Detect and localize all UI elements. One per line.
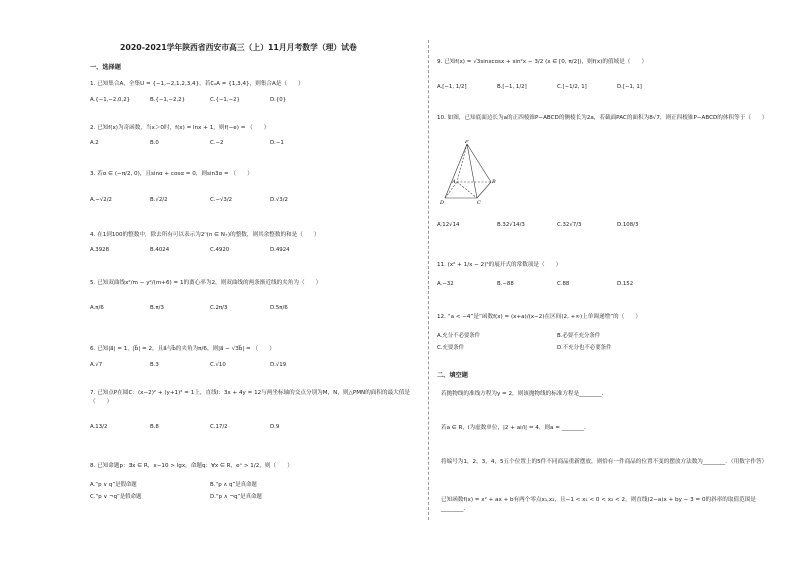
q7-option-d: D.9 [270,424,280,430]
q6-option-c: C.√10 [210,362,226,368]
q10-option-a: A.12√14 [437,222,460,228]
section-heading-choice: 一、选择题 [90,64,121,71]
question-12: 12. “a < −4”是“函数f(x) = (x+a)/(x−2)在区间(2, +∞)上单调递增”的（ ） [437,314,641,320]
question-10: 10. 如图，已知底面边长为a的正四棱锥P−ABCD的侧棱长为2a，若截面PAC的面积为8√7，则正四棱锥P−ABCD的体积等于（ ） [437,115,768,121]
fill-question-16: 已知函数f(x) = x² + ax + b有两个零点x₁,x₂，且−1 < x₁ < 0 < x₂ < 2，则直线(2−a)x + by − 3 = 0的斜率的取值范围是________． [441,497,756,512]
diagonal-ac [457,182,477,198]
q11-option-a: A.−32 [437,281,454,287]
q8-option-a: A.“p ∨ q”是假命题 [90,482,137,488]
question-11: 11. (x² + 1/x − 2)⁵的展开式的常数项是（ ） [437,262,562,268]
question-5: 5. 已知双曲线x²/m − y²/(m+6) = 1的离心率为2，则双曲线的两条渐近线的夹角为（ ） [90,280,322,286]
q1-option-c: C.{−1,−2} [210,97,240,103]
q6-option-a: A.√7 [90,362,103,368]
fill-question-14: 若a ∈ R，i为虚数单位，|2 + ai/i| = 4，则a = ________． [441,425,590,431]
q4-option-d: D.4924 [270,247,290,253]
q11-option-d: D.152 [617,281,634,287]
edge-pd [445,144,467,198]
question-9: 9. 已知f(x) = √3sinxcosx + sin²x − 3/2 (x ∈ [0, π/2])，则f(x)的值域是（ ） [437,59,648,65]
vertex-label-d: D [440,200,445,206]
q3-option-c: C.−√3/2 [210,197,233,203]
q4-option-a: A.3928 [90,247,110,253]
q11-option-b: B.−88 [497,281,514,287]
q1-option-d: D.{0} [270,97,287,103]
q3-option-b: B.√2/2 [150,197,168,203]
q12-option-b: B.必要不充分条件 [557,333,601,339]
question-7: 7. 已知点P在圆C：(x−2)² + (y+1)² = 1上，直线l：3x + 4y = 12与两坐标轴的交点分别为M，N，则△PMN的面积的最大值是（ ） [90,390,410,405]
question-6: 6. 已知|a⃗| = 1，|b⃗| = 2，且a⃗与b⃗的夹角为π/6，则|a⃗ − √3b⃗| = （ ） [90,346,275,352]
q3-option-d: D.√3/2 [270,197,288,203]
vertex-label-a: A [452,179,456,185]
question-1: 1. 已知集合A，全集U = {−1,−2,1,2,3,4}，若∁ᵤA = {1,3,4}，则集合A是（ ） [90,81,304,87]
question-8: 8. 已知命题p：∃x ∈ R，x−10 > lgx，命题q：∀x ∈ R，eˣ > 1/2，则（ ） [90,463,293,469]
q11-option-c: C.88 [557,281,570,287]
q5-option-a: A.π/6 [90,305,104,311]
q9-option-d: D.[−1, 1] [617,84,642,90]
column-divider [428,40,429,520]
vertex-label-c: C [477,200,481,206]
question-2: 2. 已知f(x)为奇函数，当x＞0时，f(x) = lnx + 1，则f(−e) = （ ） [90,125,270,131]
q5-option-c: C.2π/3 [210,305,228,311]
q4-option-c: C.4920 [210,247,230,253]
edge-cb [477,182,491,198]
q9-option-c: C.[−1/2, 1] [557,84,587,90]
q9-option-a: A.[−1, 1/2] [437,84,467,90]
q6-option-d: D.√19 [270,362,287,368]
q2-option-c: C.−2 [210,140,224,146]
q7-option-c: C.17/2 [210,424,228,430]
q12-option-c: C.充要条件 [437,345,465,351]
q8-option-c: C.“p ∨ ¬q”是假命题 [90,494,142,500]
fill-question-13: 若抛物线的准线方程为y = 2，则该抛物线的标准方程是________． [441,391,608,397]
q1-option-a: A.{−1,−2,0,2} [90,97,131,103]
q1-option-b: B.{−1,−2,2} [150,97,186,103]
q8-option-d: D.“p ∧ ¬q”是真命题 [210,494,262,500]
q8-option-b: B.“p ∧ q”是真命题 [210,482,257,488]
q5-option-b: B.π/3 [150,305,164,311]
q10-option-b: B.32√14/3 [497,222,525,228]
q9-option-b: B.[−1, 1/2] [497,84,527,90]
edge-pa [457,144,467,182]
vertex-label-p: P [465,140,469,145]
q2-option-a: A.2 [90,140,99,146]
fill-question-15: 将编号为1，2，3，4，5五个位置上的5件不同商品重新摆放，则恰有一件商品的位置不变的摆放方法数为________．（用数字作答） [441,459,768,465]
pyramid-figure [437,140,497,206]
q10-option-c: C.32√7/3 [557,222,582,228]
q5-option-d: D.5π/6 [270,305,288,311]
q2-option-d: D.−1 [270,140,284,146]
q10-option-d: D.108/3 [617,222,639,228]
question-3: 3. 若α ∈ (−π/2, 0)，且sinα + cosα = 0，则sin3α = （ ） [90,171,253,177]
exam-title: 2020-2021学年陕西省西安市高三（上）11月月考数学（理）试卷 [120,43,357,52]
q12-option-a: A.充分不必要条件 [437,333,481,339]
section-heading-fill: 二、填空题 [437,372,468,379]
vertex-label-b: B [492,179,496,185]
q12-option-d: D.不充分也不必要条件 [557,345,612,351]
q7-option-a: A.13/2 [90,424,108,430]
q6-option-b: B.3 [150,362,159,368]
q4-option-b: B.4024 [150,247,170,253]
q3-option-a: A.−√2/2 [90,197,112,203]
q2-option-b: B.0 [150,140,159,146]
q7-option-b: B.8 [150,424,159,430]
question-4: 4. 在1到100的整数中，除去所有可以表示为2ⁿ(n ∈ N₊)的整数，则其余整数的和是（ ） [90,232,320,238]
